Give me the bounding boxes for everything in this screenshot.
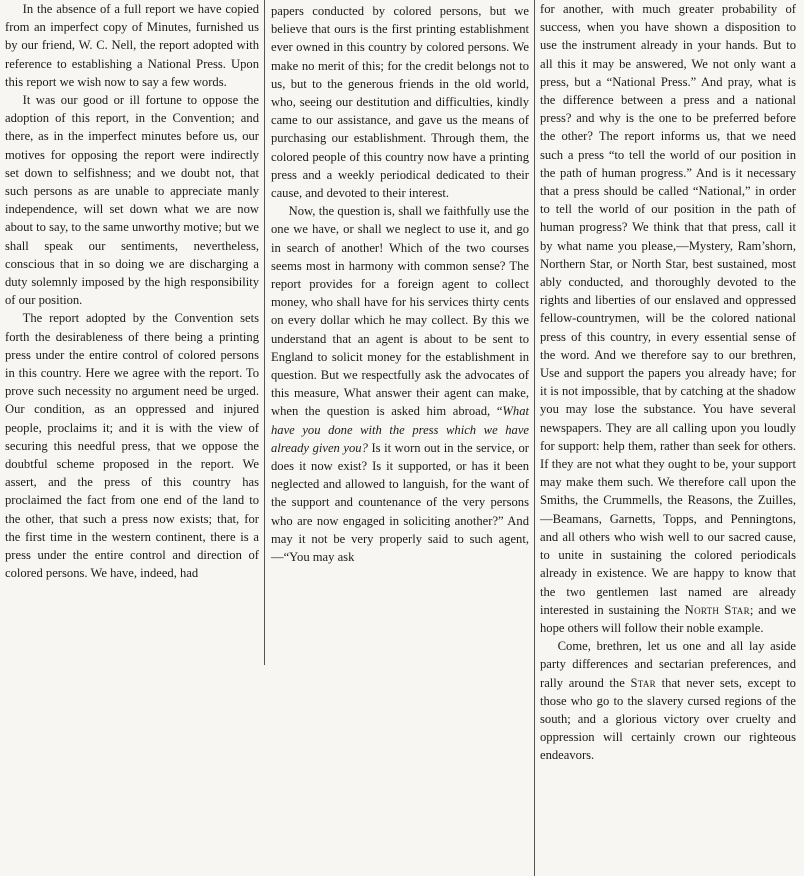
paragraph: In the absence of a full report we have copied from an imperfect copy of Minutes, furnished us by our friend, W. C. Nell, the report adopted with reference to establishing a National Press. Upon this report we wish now to say a few words. [5,2,259,89]
column-divider [264,0,265,665]
paragraph [540,0,796,637]
column-divider [534,0,535,876]
paper-name: North Star [684,602,750,617]
paragraph-text: that never sets, except [655,675,781,690]
paragraph-text: Is it worn out in the service, or does it now exist? Is it supported, or has it been neglected and allowed to languish, for the want of the support and countenance of the very persons who are now engaged in soliciting another?” And may it not be very properly said to such agent,—“You may ask [271,440,529,565]
paragraph [271,202,529,566]
column-1 [5,0,259,583]
quoted-question: What have you done with the press which we have already given you? [271,404,529,455]
paragraph [540,637,796,764]
paragraph-text: for another, with much greater probability of success, when you have shown a disposition to use the instrument already in your hands. But to all this it may be answered, We not only want a press, but a “National Press.” And pray, what is the difference between a press and a national press? and why is the one to be preferred before the other? The report informs us, that we need such a press “to tell the world of our position in the path of human progress.” And is it necessary that a press should be called “National,” in order to tell the world of our position in the path of human progress? We think that that press, call it by what name you please,—Mystery, Ram’shorn, Northern Star, or North Star, best sustained, most ably conducted, and thoroughly devoted to the rights and liberties of our enslaved and oppressed fellow-countrymen, will be the colored national press of this country, in every essential sense of the word. And we therefore say to our brethren, Use and support the papers you already have; for it is not impossible, that by catching at the shadow you may lose the substance. You have several newspapers. They are all calling upon you loudly for support: help them, rather than seek for others. If they are not what they ought to be, your support may make them such. We therefore call upon the Smiths, the Crummells, the Reasons, the Zuilles,—Beamans, Garnetts, Topps, and Penningtons, and all others who wish well to our sacred cause, to unite in sustaining the colored periodicals already in existence. We are happy to know that the two gentlemen last named are already interested in sustaining the [540,2,796,617]
paragraph-text: Come, brethren, let us one and all lay aside party differences and sectarian preferences, and rally around the [540,639,796,690]
column-2 [271,2,529,566]
column-3 [540,0,796,765]
paper-name: Star [630,675,656,690]
paragraph: It was our good or ill fortune to oppose the adoption of this report, in the Convention; and there, as in the imperfect minutes before us, our motives for opposing the report were indirectly set down to selfishness; and we doubt not, that such persons as are unable to appreciate manly independence, will set down what we are now about to say, to the same unworthy motive; but we shall speak our sentiments, nevertheless, conscious that in so doing we are discharging a duty solemnly imposed by the high responsibility of our position. [5,93,259,308]
paragraph-text: to those who go to the slavery cursed regions of the south; and a glorious victory over cruelty and oppression will certainly crown our righteous endeavors. [540,675,796,763]
paragraph: The report adopted by the Convention sets forth the desirableness of there being a printing press under the entire control of colored persons in this country. Here we agree with the report. To prove such necessity no argument need be urged. Our condition, as an oppressed and injured people, proclaims it; and it is with the view of securing this needful press, that we oppose the doubtful scheme proposed in the report. We assert, and the press of this country has proclaimed the fact from one end of the land to the other, that such a press now exists; that, for the first time in the western continent, there is a press under the entire control and direction of colored persons. We have, indeed, had [5,311,259,581]
paragraph-text: ; and we hope others will follow their noble example. [540,602,796,635]
paragraph: papers conducted by colored persons, but we believe that ours is the first printing establishment ever owned in this country by colored persons. We make no merit of this; for the credit belongs not to us, but to the generous friends in the old world, who, seeing our destitution and difficulties, kindly came to our assistance, and gave us the means of purchasing our establishment. Through them, the colored people of this country now have a printing press and a weekly periodical dedicated to their cause, and devoted to their interest. [271,4,529,201]
paragraph-text: Now, the question is, shall we faithfully use the one we have, or shall we neglect to use it, and go in search of another! Which of the two courses seems most in harmony with common sense? The report provides for a foreign agent to collect money, who shall have for his services thirty cents on every dollar which he may collect. By this we understand that an agent is about to be sent to England to solicit money for the establishment in question. But we respectfully ask the advocates of this measure, What answer their agent can make, when the question is asked him abroad, “ [271,204,529,419]
